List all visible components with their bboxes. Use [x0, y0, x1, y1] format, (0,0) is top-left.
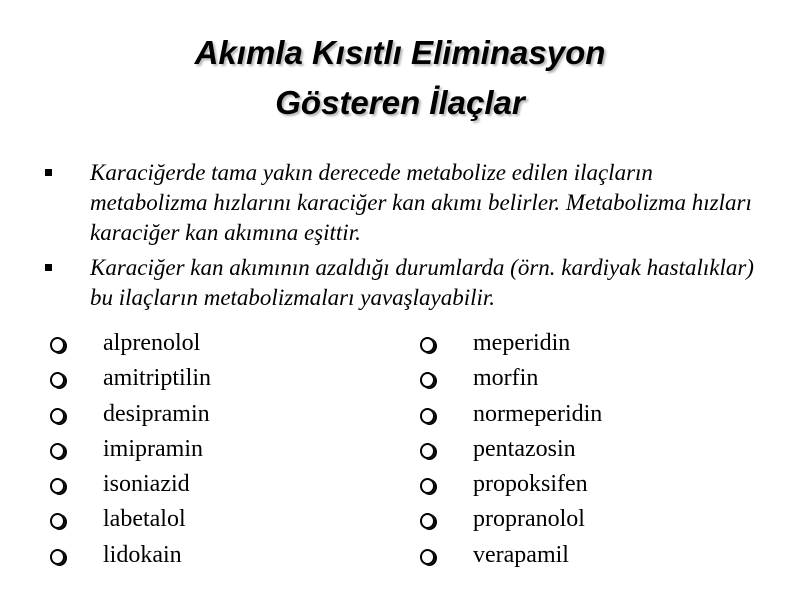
- bullet-text: Karaciğerde tama yakın derecede metabolize edilen ilaçların metabolizma hızlarını karaciğer kan akımı belirler. Metabolizma hızları karaciğer kan akımına eşittir.: [90, 160, 752, 245]
- drug-name: amitriptilin: [103, 365, 211, 392]
- drug-name: pentazosin: [473, 435, 576, 462]
- drug-list-item: [46, 467, 211, 502]
- drug-name: labetalol: [103, 506, 186, 533]
- bullet-item: [42, 253, 772, 313]
- drug-list-item: [46, 397, 211, 432]
- drug-name: isoniazid: [103, 471, 190, 498]
- drug-name: propoksifen: [473, 471, 588, 498]
- drug-list-item: [416, 432, 602, 467]
- bullet-text: Karaciğer kan akımının azaldığı durumlarda (örn. kardiyak hastalıklar) bu ilaçların metabolizmaları yavaşlayabilir.: [90, 255, 754, 310]
- slide-title: [0, 28, 800, 128]
- square-bullet-icon: [45, 264, 52, 271]
- drug-name: meperidin: [473, 330, 571, 356]
- hollow-circle-bullet-icon: [420, 337, 435, 353]
- hollow-circle-bullet-icon: [50, 513, 65, 529]
- hollow-circle-bullet-icon: [420, 372, 435, 388]
- drug-name: lidokain: [103, 541, 182, 568]
- drug-name: propranolol: [473, 506, 585, 533]
- drug-list-item: [46, 326, 211, 361]
- hollow-circle-bullet-icon: [50, 337, 65, 353]
- hollow-circle-bullet-icon: [50, 408, 65, 424]
- drug-list-item: [416, 397, 602, 432]
- drug-name: verapamil: [473, 541, 569, 568]
- hollow-circle-bullet-icon: [420, 443, 435, 459]
- title-line-1: Akımla Kısıtlı Eliminasyon: [194, 34, 606, 71]
- drug-name: imipramin: [103, 435, 203, 462]
- hollow-circle-bullet-icon: [50, 372, 65, 388]
- square-bullet-icon: [45, 169, 52, 176]
- hollow-circle-bullet-icon: [420, 408, 435, 424]
- drug-list-item: [46, 432, 211, 467]
- drug-list-item: [416, 538, 602, 573]
- drug-name: normeperidin: [473, 400, 603, 427]
- drug-name: morfin: [473, 365, 539, 392]
- drug-name: alprenolol: [103, 330, 201, 356]
- drug-name: desipramin: [103, 400, 210, 427]
- title-line-2: Gösteren İlaçlar: [275, 84, 525, 121]
- hollow-circle-bullet-icon: [50, 443, 65, 459]
- bullet-list: [42, 158, 772, 318]
- drug-list-item: [46, 502, 211, 537]
- drug-list-item: [416, 502, 602, 537]
- hollow-circle-bullet-icon: [50, 478, 65, 494]
- hollow-circle-bullet-icon: [50, 549, 65, 565]
- drug-list-right: [416, 326, 602, 573]
- drug-list-item: [46, 361, 211, 396]
- drug-list-item: [416, 361, 602, 396]
- drug-list-left: [46, 326, 211, 573]
- hollow-circle-bullet-icon: [420, 549, 435, 565]
- hollow-circle-bullet-icon: [420, 478, 435, 494]
- drug-list-item: [416, 326, 602, 361]
- bullet-item: [42, 158, 772, 248]
- drug-list-item: [46, 538, 211, 573]
- drug-list-item: [416, 467, 602, 502]
- hollow-circle-bullet-icon: [420, 513, 435, 529]
